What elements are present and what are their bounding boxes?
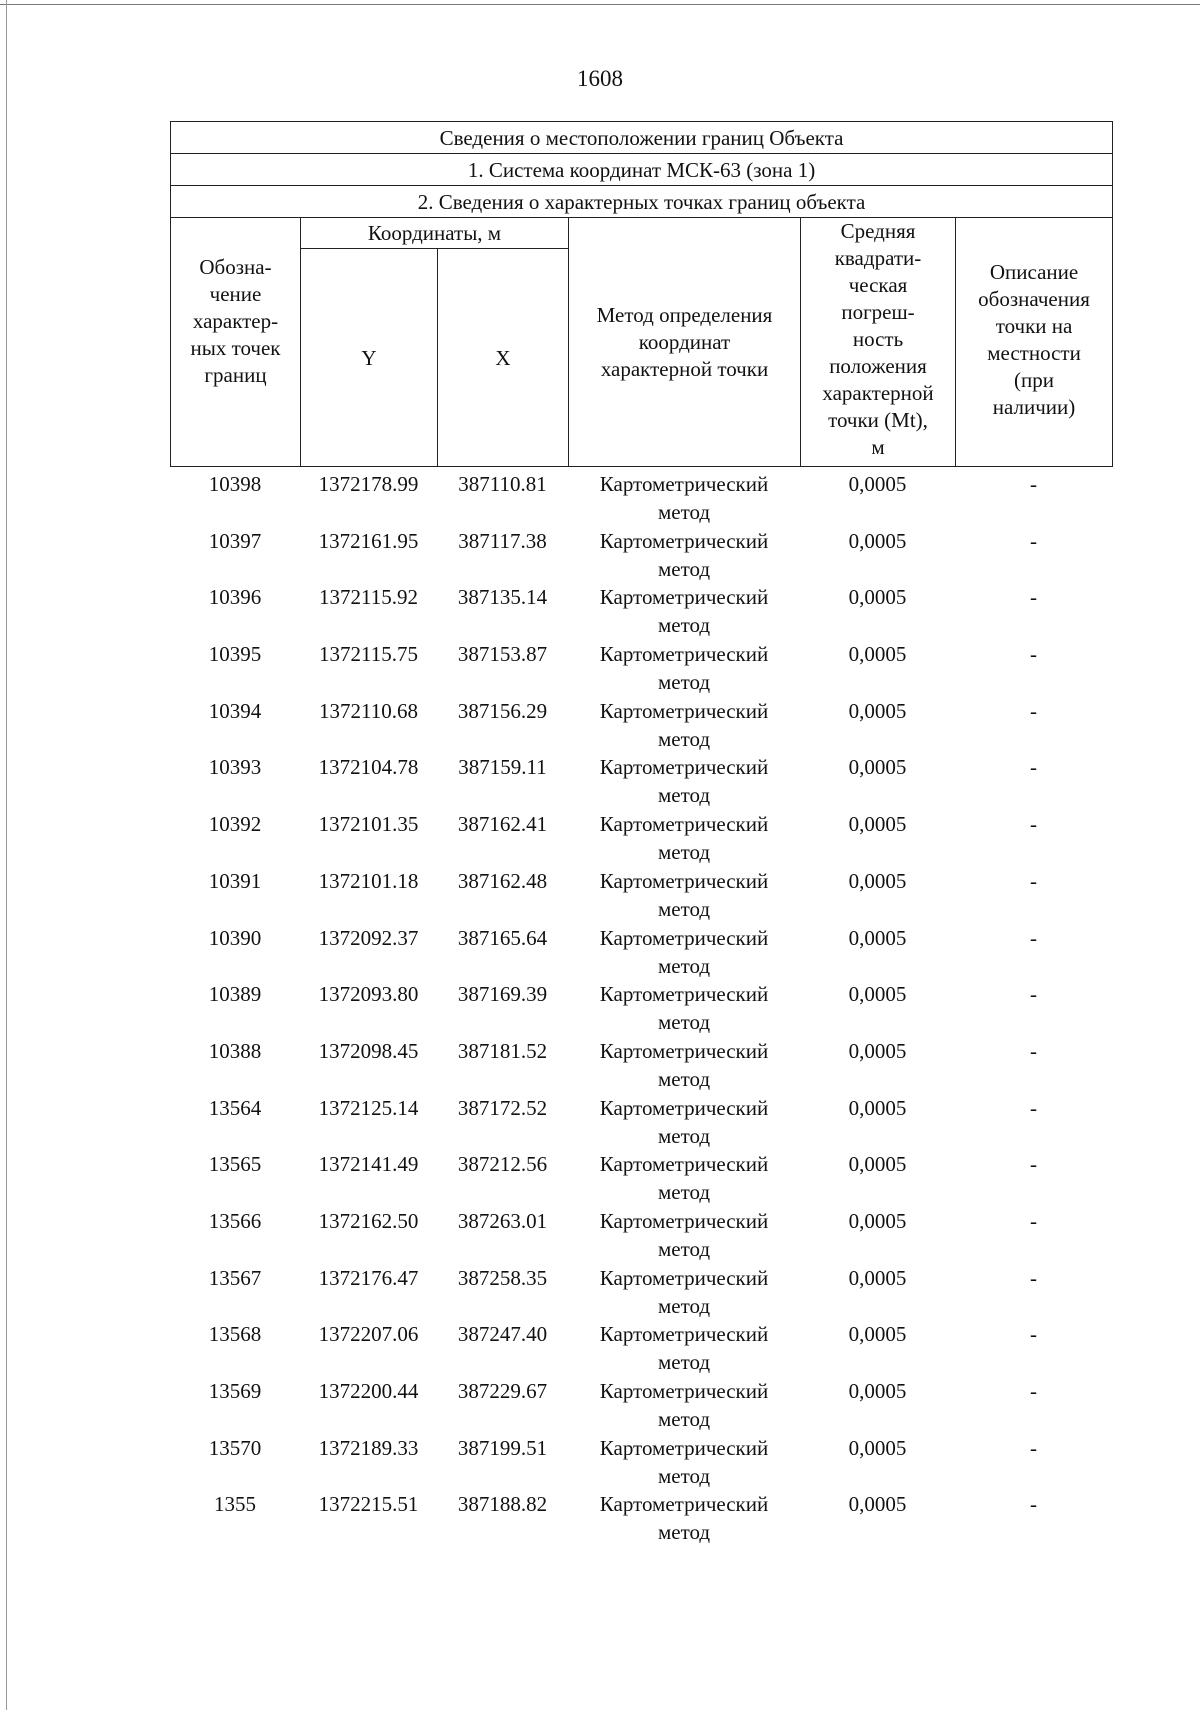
point-id-cell: 10389 (208, 982, 262, 1007)
error-cell: 0,0005 (848, 642, 907, 667)
points-info-title: 2. Сведения о характерных точках границ объекта (171, 186, 1113, 218)
y-coordinate-cell: 1372189.33 (318, 1435, 419, 1460)
error-cell: 0,0005 (848, 528, 907, 553)
header-y: Y (301, 249, 438, 467)
x-coordinate-cell: 387162.41 (457, 812, 548, 837)
error-cell: 0,0005 (848, 1152, 907, 1177)
description-cell: - (1030, 982, 1037, 1007)
table-row (170, 470, 1112, 527)
description-cell: - (1030, 1492, 1037, 1517)
point-id-cell: 10391 (208, 868, 262, 893)
y-coordinate-cell: 1372141.49 (318, 1152, 419, 1177)
y-coordinate-cell: 1372093.80 (318, 982, 419, 1007)
description-cell: - (1030, 528, 1037, 553)
x-coordinate-cell: 387117.38 (458, 528, 547, 553)
x-coordinate-cell: 387110.81 (458, 472, 547, 496)
table-row (170, 697, 1112, 754)
x-coordinate-cell: 387135.14 (457, 585, 548, 610)
x-coordinate-cell: 387165.64 (457, 925, 548, 950)
table-row (170, 867, 1112, 924)
description-cell: - (1030, 868, 1037, 893)
table-row (170, 1264, 1112, 1321)
point-id-cell: 10394 (208, 698, 262, 723)
y-coordinate-cell: 1372215.51 (318, 1492, 419, 1517)
error-cell: 0,0005 (848, 1038, 907, 1063)
y-coordinate-cell: 1372115.92 (319, 585, 418, 610)
header-mean-square-error: Средняя квадрати- ческая погреш- ность положения характерной точки (Mt), м (801, 218, 956, 467)
x-coordinate-cell: 387258.35 (457, 1265, 548, 1290)
method-cell: Картометрический метод (599, 698, 769, 751)
table-row (170, 1320, 1112, 1377)
error-cell: 0,0005 (848, 755, 907, 780)
table-row (170, 583, 1112, 640)
method-cell: Картометрический метод (599, 1379, 769, 1431)
y-coordinate-cell: 1372098.45 (318, 1038, 419, 1063)
y-coordinate-cell: 1372110.68 (319, 698, 418, 723)
x-coordinate-cell: 387153.87 (457, 642, 548, 667)
point-id-cell: 1355 (214, 1492, 256, 1517)
header-coordinates: Координаты, м (301, 218, 569, 249)
x-coordinate-cell: 387162.48 (457, 868, 548, 893)
error-cell: 0,0005 (848, 1208, 907, 1233)
point-id-cell: 13568 (208, 1322, 262, 1347)
description-cell: - (1030, 1435, 1037, 1460)
method-cell: Картометрический метод (599, 528, 769, 581)
page-number: 1608 (577, 66, 623, 91)
y-coordinate-cell: 1372161.95 (318, 528, 419, 553)
method-cell: Картометрический метод (599, 1322, 769, 1375)
description-cell: - (1030, 755, 1037, 780)
x-coordinate-cell: 387263.01 (457, 1208, 548, 1233)
description-cell: - (1030, 1322, 1037, 1347)
table-title: Сведения о местоположении границ Объекта (171, 122, 1113, 154)
method-cell: Картометрический метод (599, 1492, 769, 1545)
table-row (170, 924, 1112, 981)
y-coordinate-cell: 1372125.14 (318, 1095, 419, 1120)
description-cell: - (1030, 698, 1037, 723)
table-row (170, 980, 1112, 1037)
x-coordinate-cell: 387199.51 (457, 1435, 548, 1460)
point-id-cell: 13565 (208, 1152, 262, 1177)
coordinates-table-body (170, 470, 1112, 1547)
method-cell: Картометрический метод (599, 1265, 769, 1318)
method-cell: Картометрический метод (599, 925, 769, 978)
point-id-cell: 10388 (208, 1038, 262, 1063)
error-cell: 0,0005 (848, 1322, 907, 1347)
left-border-line (6, 0, 7, 1710)
x-coordinate-cell: 387172.52 (457, 1095, 548, 1120)
description-cell: - (1030, 1152, 1037, 1177)
y-coordinate-cell: 1372178.99 (318, 472, 419, 496)
x-coordinate-cell: 387188.82 (457, 1492, 548, 1517)
table-row (170, 640, 1112, 697)
x-coordinate-cell: 387212.56 (457, 1152, 548, 1177)
error-cell: 0,0005 (848, 698, 907, 723)
table-row (170, 1207, 1112, 1264)
point-id-cell: 10395 (208, 642, 262, 667)
x-coordinate-cell: 387229.67 (457, 1379, 548, 1403)
description-cell: - (1030, 1265, 1037, 1290)
method-cell: Картометрический метод (599, 642, 769, 695)
point-id-cell: 10393 (208, 755, 262, 780)
top-border-line (0, 4, 1200, 5)
header-point-designation: Обозна- чение характер- ных точек границ (171, 218, 301, 467)
point-id-cell: 10390 (208, 925, 262, 950)
point-id-cell: 10397 (208, 528, 262, 553)
method-cell: Картометрический метод (599, 1038, 769, 1091)
error-cell: 0,0005 (848, 472, 907, 496)
error-cell: 0,0005 (848, 868, 907, 893)
table-row (170, 1434, 1112, 1491)
coordinate-system-title: 1. Система координат МСК-63 (зона 1) (171, 154, 1113, 186)
method-cell: Картометрический метод (599, 1208, 769, 1261)
description-cell: - (1030, 925, 1037, 950)
table-row (170, 1490, 1112, 1547)
y-coordinate-cell: 1372200.44 (318, 1379, 419, 1403)
y-coordinate-cell: 1372101.18 (318, 868, 419, 893)
error-cell: 0,0005 (848, 812, 907, 837)
x-coordinate-cell: 387181.52 (457, 1038, 548, 1063)
point-id-cell: 13570 (208, 1435, 262, 1460)
method-cell: Картометрический метод (599, 1095, 769, 1148)
x-coordinate-cell: 387169.39 (457, 982, 548, 1007)
table-row (170, 1377, 1112, 1434)
point-id-cell: 10392 (208, 812, 262, 837)
x-coordinate-cell: 387159.11 (458, 755, 547, 780)
description-cell: - (1030, 642, 1037, 667)
x-coordinate-cell: 387247.40 (457, 1322, 548, 1347)
y-coordinate-cell: 1372092.37 (318, 925, 419, 950)
point-id-cell: 10396 (208, 585, 262, 610)
description-cell: - (1030, 812, 1037, 837)
description-cell: - (1030, 1095, 1037, 1120)
error-cell: 0,0005 (848, 1265, 907, 1290)
error-cell: 0,0005 (848, 1095, 907, 1120)
method-cell: Картометрический метод (599, 585, 769, 638)
description-cell: - (1030, 472, 1037, 496)
point-id-cell: 13564 (208, 1095, 262, 1120)
y-coordinate-cell: 1372162.50 (318, 1208, 419, 1233)
table-row (170, 753, 1112, 810)
method-cell: Картометрический метод (599, 472, 769, 524)
error-cell: 0,0005 (848, 1435, 907, 1460)
method-cell: Картометрический метод (599, 868, 769, 921)
table-row (170, 810, 1112, 867)
y-coordinate-cell: 1372176.47 (318, 1265, 419, 1290)
method-cell: Картометрический метод (599, 982, 769, 1035)
point-id-cell: 13569 (208, 1379, 262, 1403)
header-x: X (438, 249, 569, 467)
method-cell: Картометрический метод (599, 1435, 769, 1488)
table-row (170, 1150, 1112, 1207)
table-row (170, 1094, 1112, 1151)
error-cell: 0,0005 (848, 1379, 907, 1403)
error-cell: 0,0005 (848, 1492, 907, 1517)
point-id-cell: 13567 (208, 1265, 262, 1290)
method-cell: Картометрический метод (599, 812, 769, 865)
description-cell: - (1030, 1038, 1037, 1063)
coordinates-table-header (170, 121, 1113, 467)
table-row (170, 527, 1112, 584)
point-id-cell: 10398 (208, 472, 262, 496)
description-cell: - (1030, 1379, 1037, 1403)
header-method: Метод определения координат характерной точки (569, 218, 801, 467)
method-cell: Картометрический метод (599, 1152, 769, 1205)
error-cell: 0,0005 (848, 925, 907, 950)
x-coordinate-cell: 387156.29 (457, 698, 548, 723)
table-row (170, 1037, 1112, 1094)
error-cell: 0,0005 (848, 585, 907, 610)
description-cell: - (1030, 1208, 1037, 1233)
y-coordinate-cell: 1372104.78 (318, 755, 419, 780)
y-coordinate-cell: 1372115.75 (319, 642, 418, 667)
description-cell: - (1030, 585, 1037, 610)
method-cell: Картометрический метод (599, 755, 769, 808)
point-id-cell: 13566 (208, 1208, 262, 1233)
header-point-description: Описание обозначения точки на местности (при наличии) (956, 218, 1113, 467)
error-cell: 0,0005 (848, 982, 907, 1007)
y-coordinate-cell: 1372207.06 (318, 1322, 419, 1347)
y-coordinate-cell: 1372101.35 (318, 812, 419, 837)
